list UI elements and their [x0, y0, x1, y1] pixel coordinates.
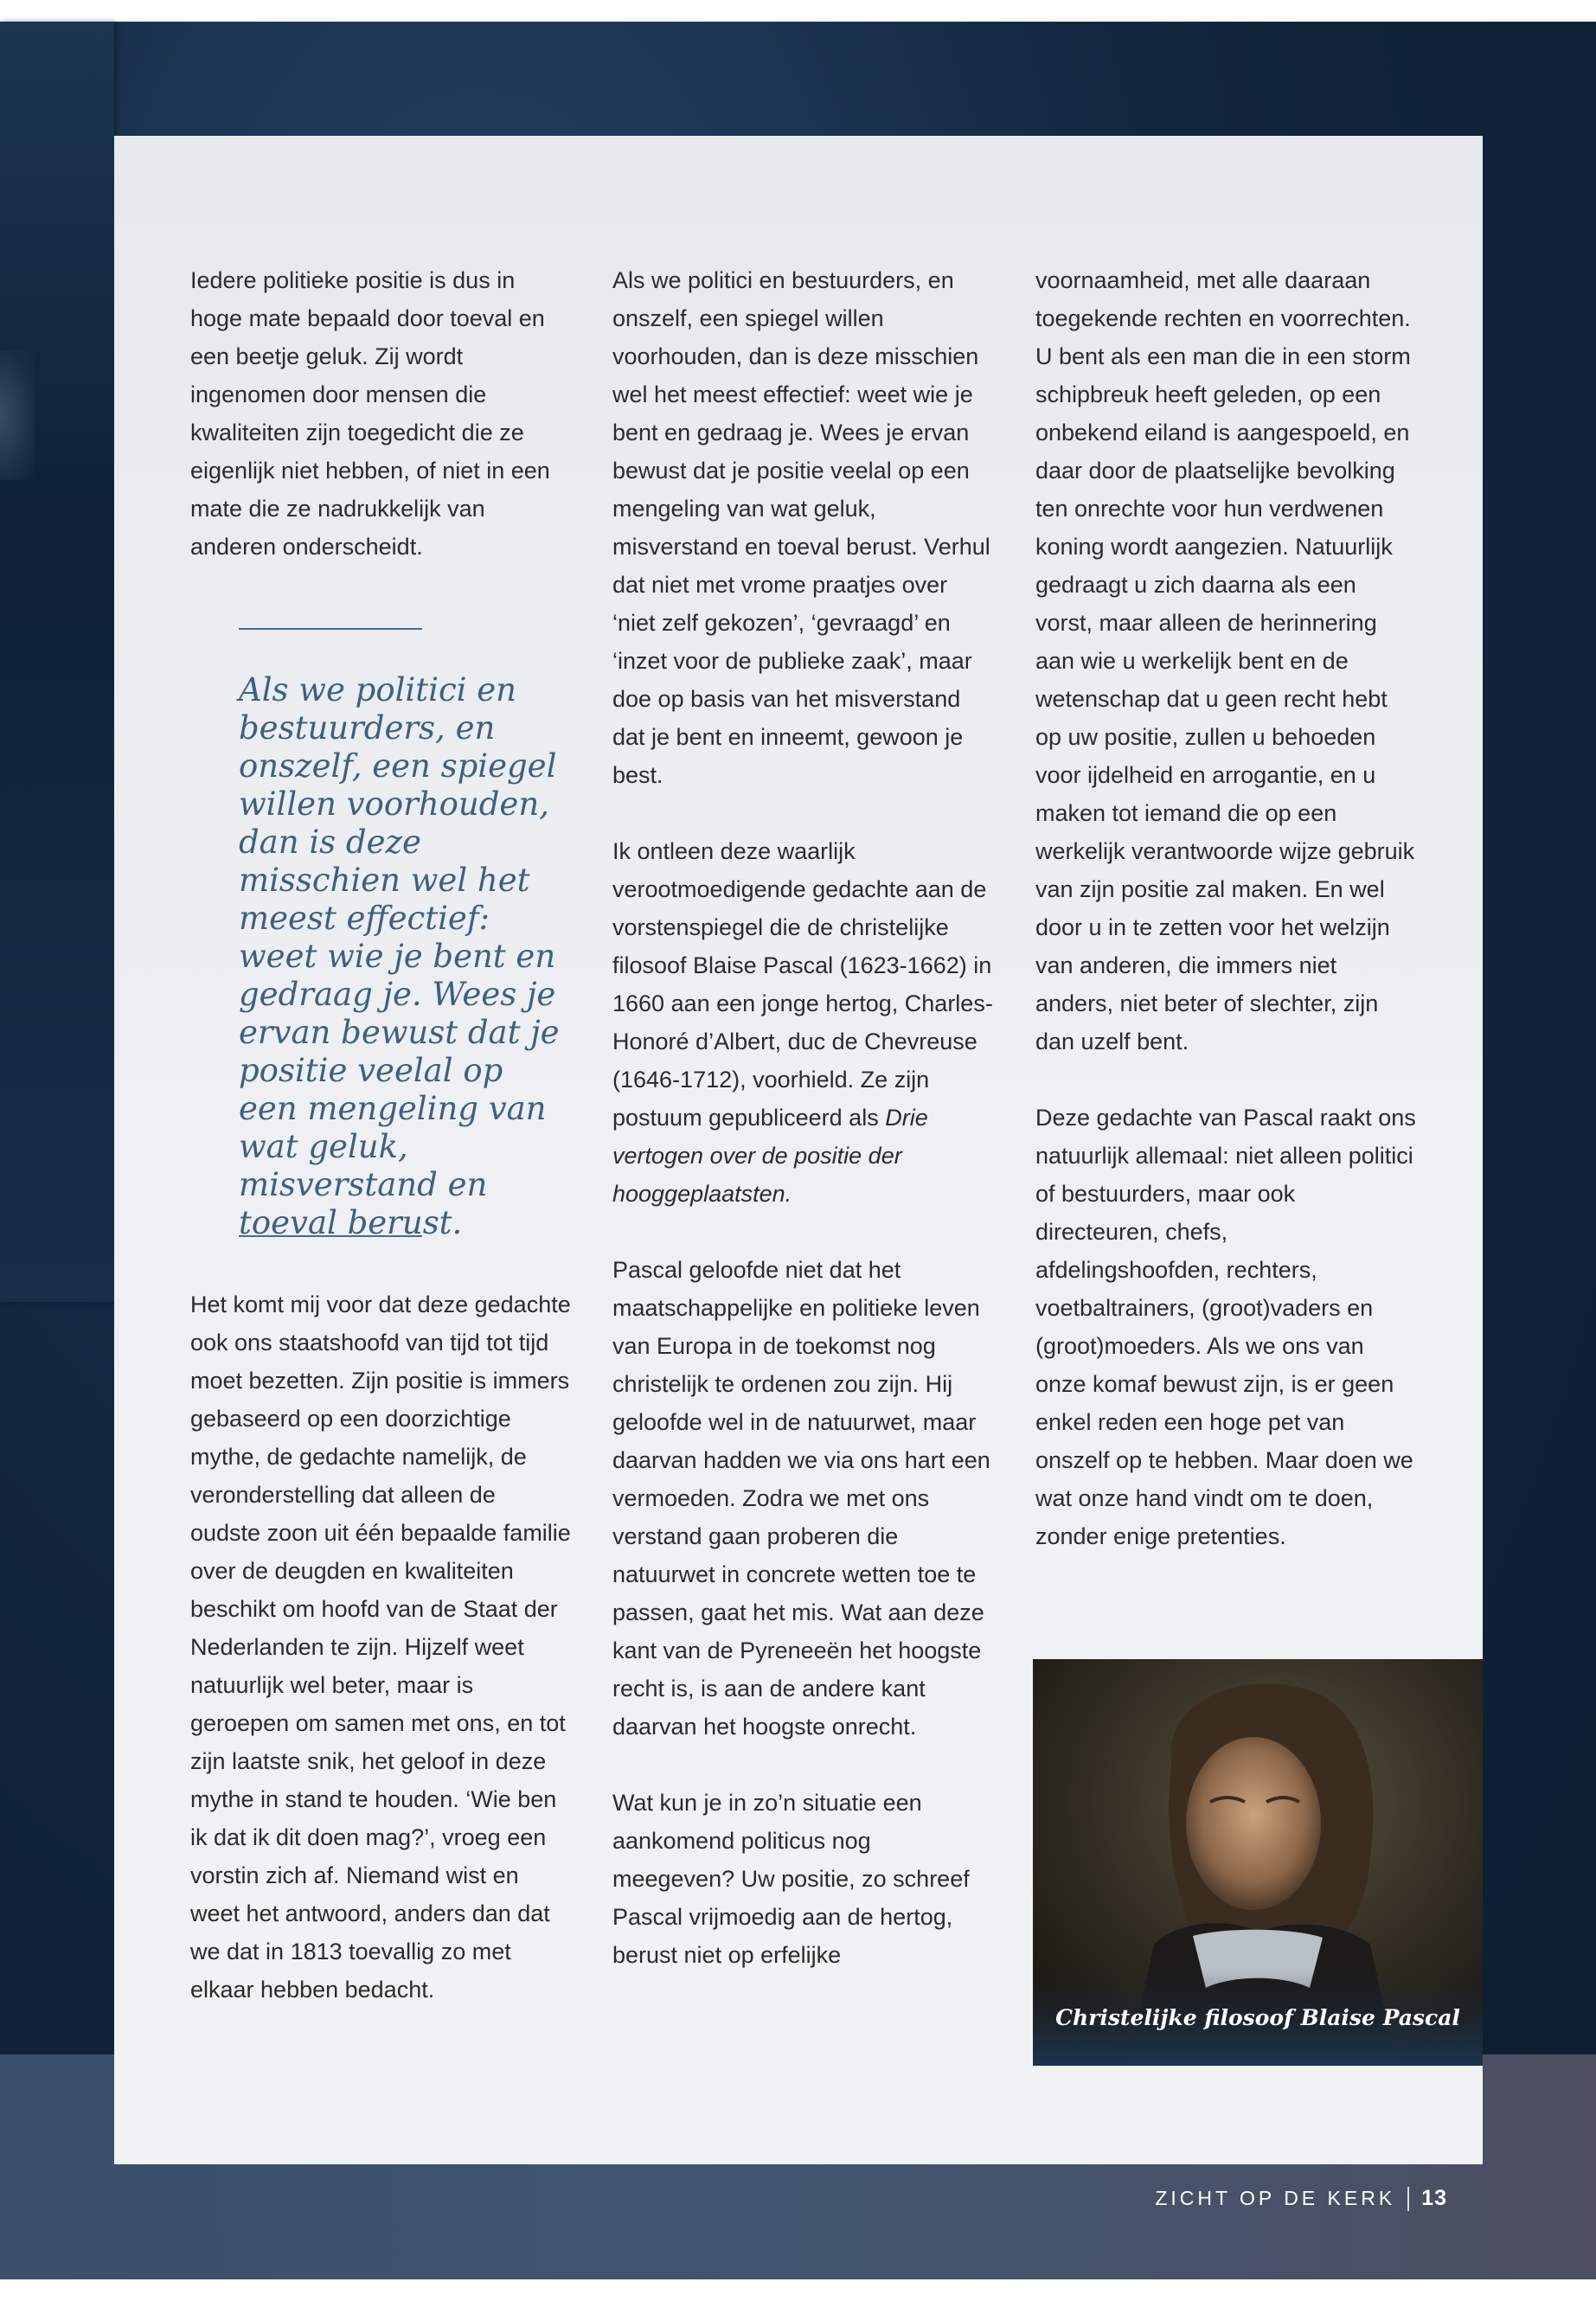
column2-paragraph4: Wat kun je in zo’n situatie een aankomend politicus nog meegeven? Uw positie, zo schreef Pascal vrijmoedig aan de hertog, berust niet op erfelijke	[612, 1790, 970, 1968]
ornament-detail	[0, 350, 35, 480]
column-1	[190, 261, 571, 566]
pull-quote: Als we politici en bestuurders, en onszelf, een spiegel willen voorhouden, dan is deze misschien wel het meest effectief: weet wie je bent en gedraag je. Wees je ervan bewust dat je positie veelal op een mengeling van wat geluk, misverstand en toeval berust.	[239, 671, 560, 1241]
column-1-continued	[190, 1285, 571, 2009]
column2-paragraph2	[612, 832, 993, 1213]
left-photo-strip	[0, 22, 114, 1302]
photo-caption: Christelijke filosoof Blaise Pascal	[1055, 2005, 1460, 2030]
page-number: 13	[1421, 2186, 1447, 2210]
publication-name: ZICHT OP DE KERK	[1155, 2187, 1396, 2209]
footer-divider	[1407, 2187, 1409, 2211]
column-3	[1035, 261, 1416, 1555]
pull-quote-bottom-rule	[239, 1235, 422, 1237]
pull-quote-top-rule	[239, 628, 422, 630]
column2-paragraph3: Pascal geloofde niet dat het maatschappelijke en politieke leven van Europa in de toekomst nog christelijk te ordenen zou zijn. Hij geloofde wel in de natuurwet, maar daarvan hadden we via ons hart een vermoeden. Zodra we met ons verstand gaan proberen die natuurwet in concrete wetten toe te passen, gaat het mis. Wat aan deze kant van de Pyreneeën het hoogste recht is, is aan de andere kant daarvan het hoogste onrecht.	[612, 1257, 990, 1740]
column-2	[612, 261, 993, 1974]
page-footer	[1155, 2186, 1447, 2211]
column2-paragraph2-text: Ik ontleen deze waarlijk verootmoedigende gedachte aan de vorstenspiegel die de christelijke filosoof Blaise Pascal (1623-1662) in 1660 aan een jonge hertog, Charles-Honoré d’Albert, duc de Chevreuse (1646-1712), voorhield. Ze zijn postuum gepubliceerd als	[612, 838, 993, 1131]
column2-paragraph1: Als we politici en bestuurders, en onszelf, een spiegel willen voorhouden, dan is deze misschien wel het meest effectief: weet wie je bent en gedraag je. Wees je ervan bewust dat je positie veelal op een mengeling van wat geluk, misverstand en toeval berust. Verhul dat niet met vrome praatjes over ‘niet zelf gekozen’, ‘gevraagd’ en ‘inzet voor de publieke zaak’, maar doe op basis van het misverstand dat je bent en inneemt, gewoon je best.	[612, 267, 990, 788]
pascal-portrait-card	[1033, 1659, 1483, 2066]
column1-paragraph1: Iedere politieke positie is dus in hoge mate bepaald door toeval en een beetje geluk. Zij wordt ingenomen door mensen die kwaliteiten zijn toegedicht die ze eigenlijk niet hebben, of niet in een mate die ze nadrukkelijk van anderen onderscheidt.	[190, 267, 550, 560]
book-title: Drie vertogen over de positie der hooggeplaatsten.	[612, 1105, 928, 1207]
column3-paragraph2: Deze gedachte van Pascal raakt ons natuurlijk allemaal: niet alleen politici of bestuurders, maar ook directeuren, chefs, afdelingshoofden, rechters, voetbaltrainers, (groot)vaders en (groot)moeders. Als we ons van onze komaf bewust zijn, is er geen enkel reden een hoge pet van onszelf op te hebben. Maar doen we wat onze hand vindt om te doen, zonder enige pretenties.	[1035, 1105, 1416, 1549]
column3-paragraph1: voornaamheid, met alle daaraan toegekende rechten en voorrechten. U bent als een man die in een storm schipbreuk heeft geleden, op een onbekend eiland is aangespoeld, en daar door de plaatselijke bevolking ten onrechte voor hun verdwenen koning wordt aangezien. Natuurlijk gedraagt u zich daarna als een vorst, maar alleen de herinnering aan wie u werkelijk bent en de wetenschap dat u geen recht hebt op uw positie, zullen u behoeden voor ijdelheid en arrogantie, en u maken tot iemand die op een werkelijk verantwoorde wijze gebruik van zijn positie zal maken. En wel door u in te zetten voor het welzijn van anderen, die immers niet anders, niet beter of slechter, zijn dan uzelf bent.	[1035, 267, 1415, 1054]
column1-paragraph2: Het komt mij voor dat deze gedachte ook ons staatshoofd van tijd tot tijd moet bezetten. Zijn positie is immers gebaseerd op een doorzichtige mythe, de gedachte namelijk, de veronderstelling dat alleen de oudste zoon uit één bepaalde familie over de deugden en kwaliteiten beschikt om hoofd van de Staat der Nederlanden te zijn. Hijzelf weet natuurlijk wel beter, maar is geroepen om samen met ons, en tot zijn laatste snik, het geloof in deze mythe in stand te houden. ‘Wie ben ik dat ik dit doen mag?’, vroeg een vorstin zich af. Niemand wist en weet het antwoord, anders dan dat we dat in 1813 toevallig zo met elkaar hebben bedacht.	[190, 1292, 571, 2003]
